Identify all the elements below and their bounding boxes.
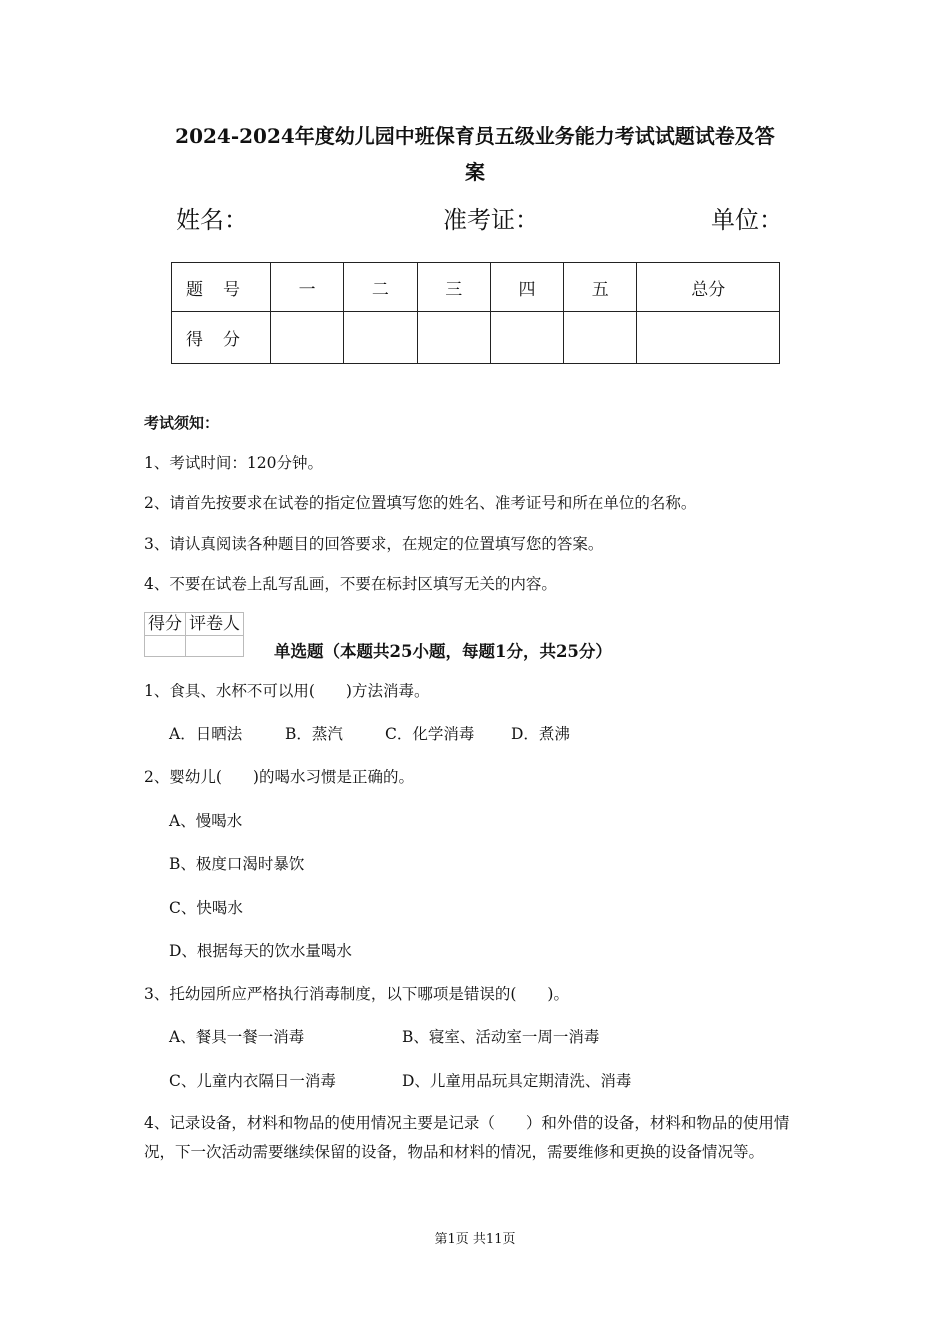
page-title-line-2: 案: [465, 160, 485, 184]
question-2-option-b: B、极度口渴时暴饮: [169, 855, 305, 873]
question-1-option-c: C．化学消毒: [385, 725, 475, 743]
page-title-line-1: 2024-2024年度幼儿园中班保育员五级业务能力考试试题试卷及答: [175, 124, 775, 148]
score-cell-5: [564, 312, 637, 364]
question-2-option-d: D、根据每天的饮水量喝水: [169, 942, 352, 960]
score-cell-2: [344, 312, 417, 364]
name-field-label: 姓名：: [176, 206, 248, 234]
question-3-option-c: C、儿童内衣隔日一消毒: [169, 1072, 336, 1090]
column-1: 一: [271, 263, 344, 312]
grader-box-empty-row: [145, 636, 244, 657]
grader-box-header-row: [145, 613, 244, 636]
notice-item-3: 3、请认真阅读各种题目的回答要求，在规定的位置填写您的答案。: [144, 535, 604, 553]
question-2-option-c: C、快喝水: [169, 899, 243, 917]
question-3-option-d: D、儿童用品玩具定期清洗、消毒: [402, 1072, 632, 1090]
question-3-text: 3、托幼园所应严格执行消毒制度，以下哪项是错误的( )。: [144, 985, 569, 1003]
exam-id-field-label: 准考证：: [443, 206, 539, 234]
grader-name-cell: [186, 636, 244, 657]
grader-box: [144, 612, 244, 657]
grader-name-label: 评卷人: [186, 613, 244, 636]
notice-item-4: 4、不要在试卷上乱写乱画，不要在标封区填写无关的内容。: [144, 575, 557, 593]
section-heading: 单选题（本题共25小题，每题1分，共25分）: [274, 642, 612, 661]
question-3-option-b: B、寝室、活动室一周一消毒: [402, 1028, 600, 1046]
question-1-option-b: B．蒸汽: [285, 725, 343, 743]
question-2-option-a: A、慢喝水: [169, 812, 243, 830]
notice-item-2: 2、请首先按要求在试卷的指定位置填写您的姓名、准考证号和所在单位的名称。: [144, 494, 697, 512]
unit-field-label: 单位：: [711, 206, 783, 234]
question-number-label: 题号: [172, 263, 271, 312]
question-1-option-d: D．煮沸: [511, 725, 570, 743]
grader-score-cell: [145, 636, 186, 657]
page-number-footer: 第1页 共11页: [434, 1232, 516, 1247]
column-total: 总分: [637, 263, 780, 312]
score-cell-total: [637, 312, 780, 364]
question-3-option-a: A、餐具一餐一消毒: [169, 1028, 305, 1046]
question-1-text: 1、食具、水杯不可以用( )方法消毒。: [144, 682, 430, 700]
score-label: 得分: [172, 312, 271, 364]
question-2-text: 2、婴幼儿( )的喝水习惯是正确的。: [144, 768, 414, 786]
score-cell-4: [490, 312, 563, 364]
score-table: [171, 262, 780, 364]
question-1-option-a: A．日晒法: [169, 725, 243, 743]
question-4-text: 4、记录设备，材料和物品的使用情况主要是记录（ ）和外借的设备，材料和物品的使用情况，下一次活动需要继续保留的设备，物品和材料的情况，需要维修和更换的设备情况等。: [144, 1114, 790, 1161]
notice-item-1: 1、考试时间：120分钟。: [144, 454, 323, 472]
score-table-header-row: [172, 263, 780, 312]
column-4: 四: [490, 263, 563, 312]
notice-heading: 考试须知：: [144, 414, 220, 432]
column-5: 五: [564, 263, 637, 312]
score-cell-1: [271, 312, 344, 364]
grader-score-label: 得分: [145, 613, 186, 636]
score-cell-3: [417, 312, 490, 364]
score-table-score-row: [172, 312, 780, 364]
column-3: 三: [417, 263, 490, 312]
column-2: 二: [344, 263, 417, 312]
